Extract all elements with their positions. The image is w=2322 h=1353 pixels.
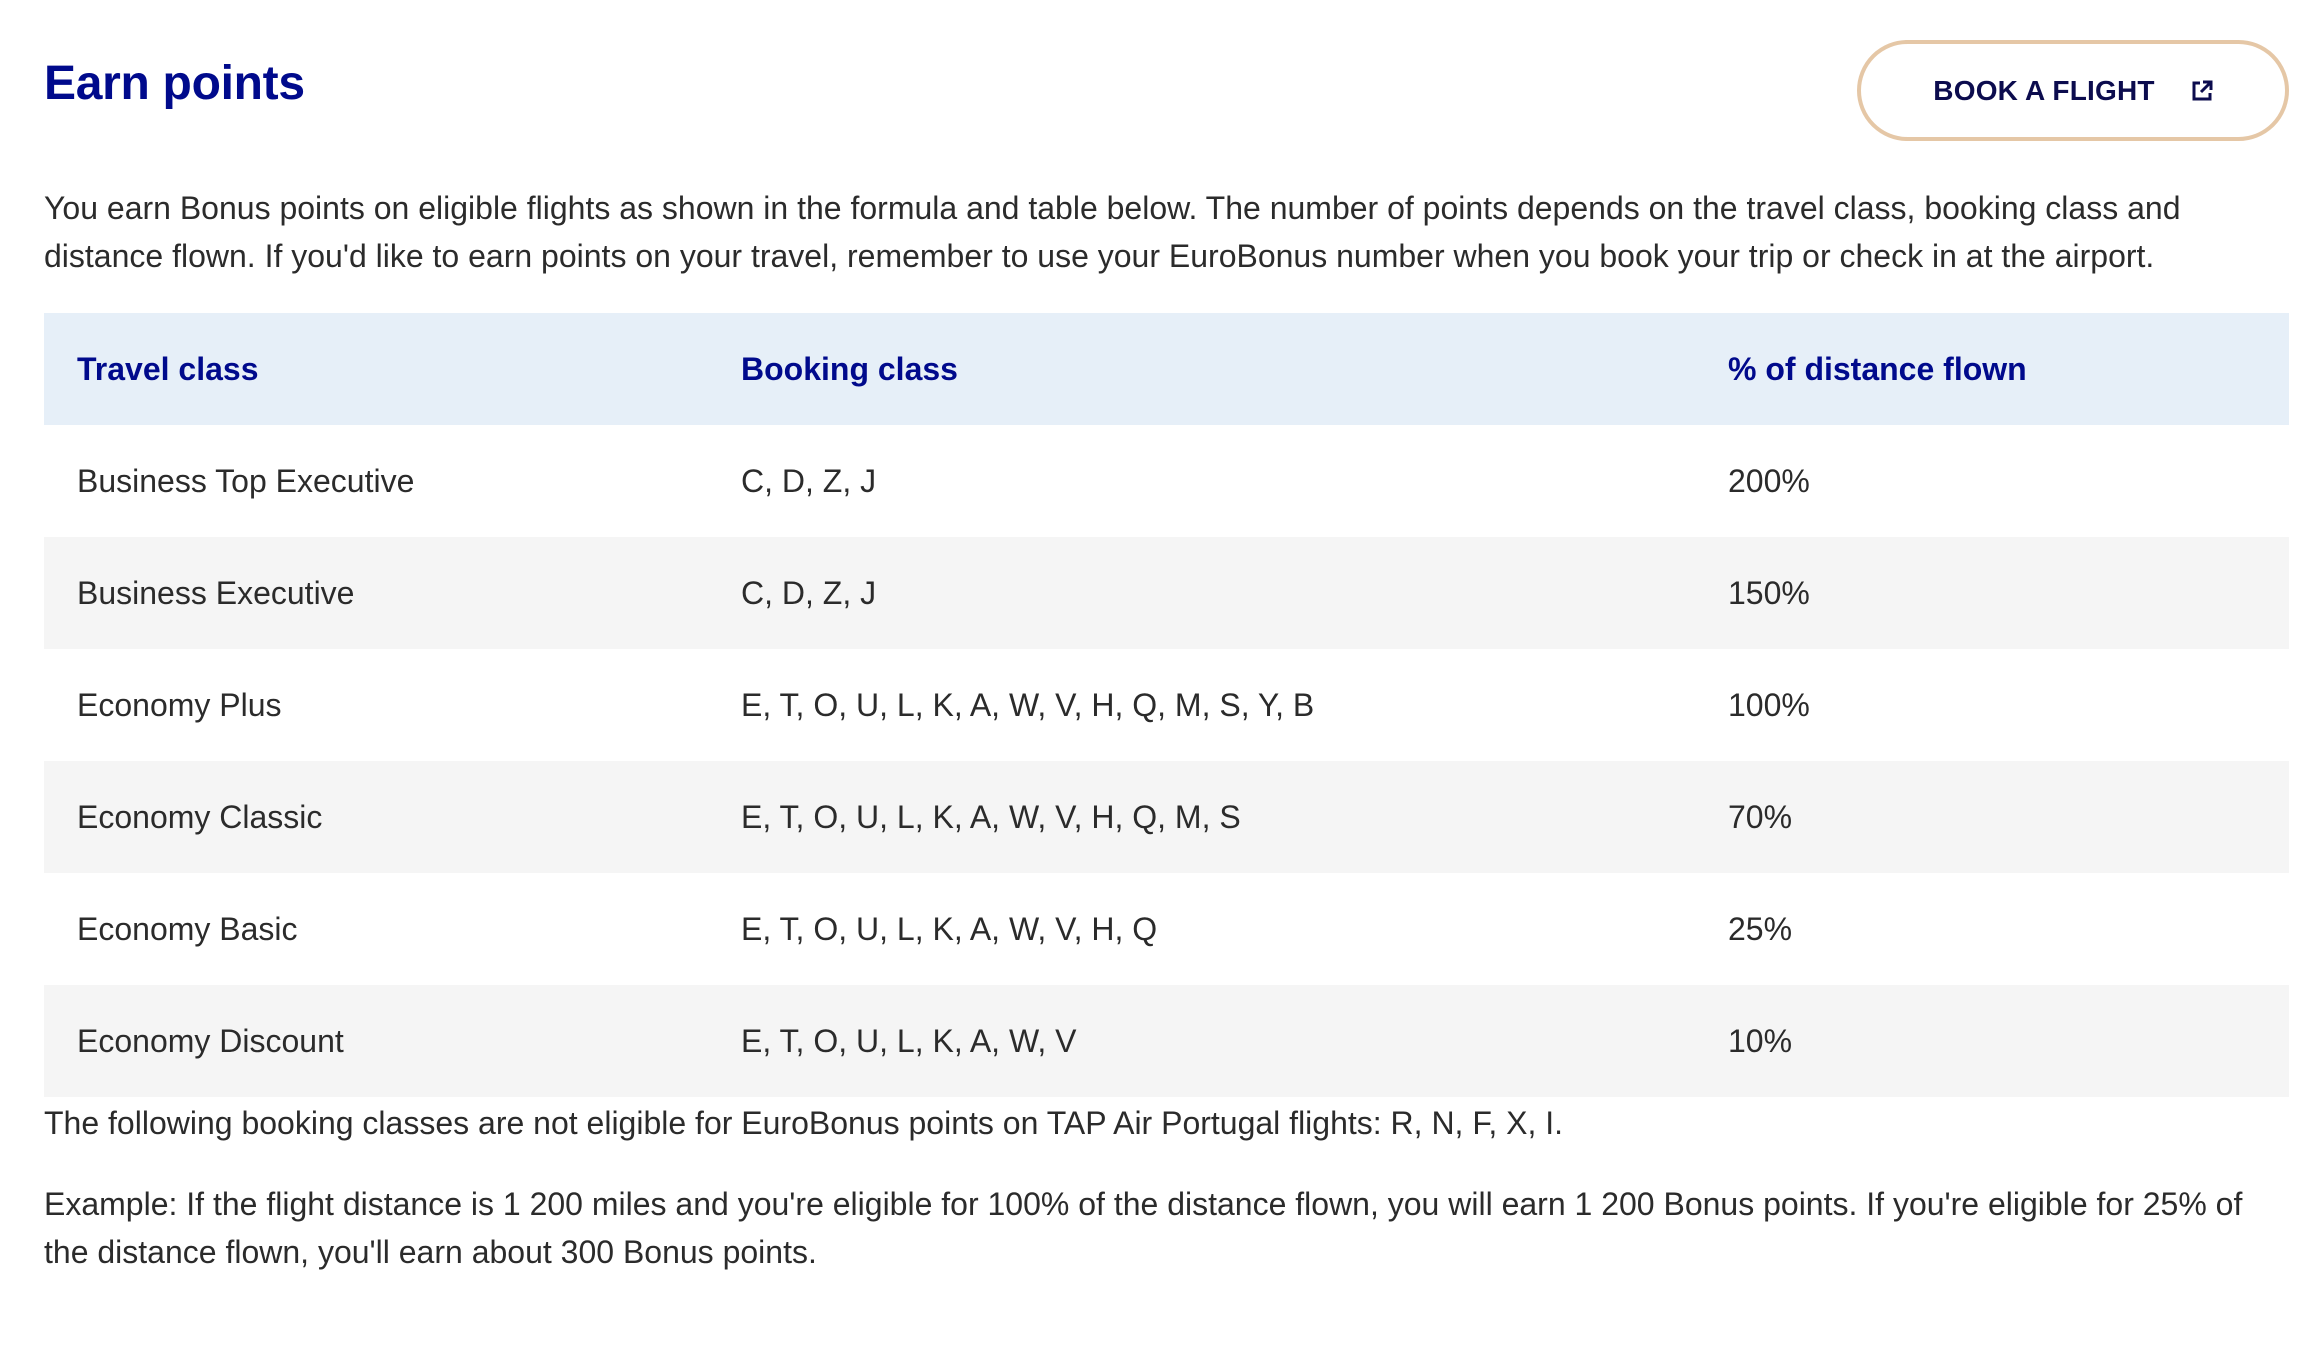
travel-class-cell: Business Executive — [44, 537, 708, 649]
booking-class-cell: C, D, Z, J — [708, 537, 1695, 649]
book-a-flight-label: BOOK A FLIGHT — [1933, 74, 2155, 106]
points-table — [44, 313, 2289, 1097]
percent-cell: 150% — [1695, 537, 2289, 649]
header-booking-class: Booking class — [708, 313, 1695, 425]
example-text: Example: If the flight distance is 1 200 miles and you're eligible for 100% of the distance flown, you will earn 1 200 Bonus points. If you're eligible for 25% of the distance flown, you'll earn about 300 Bonus points. — [44, 1186, 2243, 1270]
ineligible-classes-note: The following booking classes are not eligible for EuroBonus points on TAP Air Portugal flights: R, N, F, X, I. — [44, 1105, 1564, 1141]
table-header-row — [44, 313, 2289, 425]
booking-class-cell: E, T, O, U, L, K, A, W, V, H, Q — [741, 910, 1158, 947]
table-row — [44, 873, 2289, 985]
earn-points-section — [44, 0, 2289, 1270]
percent-cell: 70% — [1695, 761, 2289, 873]
table-row — [44, 985, 2289, 1097]
travel-class-cell: Economy Plus — [77, 686, 282, 723]
travel-class-cell: Economy Classic — [44, 761, 708, 873]
table-row — [44, 649, 2289, 761]
header-percent-distance: % of distance flown — [1695, 313, 2289, 425]
travel-class-cell: Economy Discount — [44, 985, 708, 1097]
table-row — [44, 425, 2289, 537]
percent-cell: 10% — [1695, 985, 2289, 1097]
table-row — [44, 537, 2289, 649]
travel-class-cell: Economy Basic — [77, 910, 298, 947]
percent-cell: 100% — [1728, 686, 1810, 723]
table-row — [44, 761, 2289, 873]
booking-class-cell: E, T, O, U, L, K, A, W, V, H, Q, M, S — [708, 761, 1695, 873]
travel-class-cell: Business Top Executive — [77, 462, 415, 499]
header-travel-class: Travel class — [44, 313, 708, 425]
booking-class-cell: C, D, Z, J — [741, 462, 877, 499]
page-title: Earn points — [44, 57, 305, 110]
percent-cell: 25% — [1728, 910, 1793, 947]
intro-text: You earn Bonus points on eligible flights as shown in the formula and table below. The number of points depends on the travel class, booking class and distance flown. If you'd like to earn points on your travel, remember to use your EuroBonus number when you book your trip or check in at the airport. — [44, 190, 2181, 274]
booking-class-cell: E, T, O, U, L, K, A, W, V, H, Q, M, S, Y, B — [741, 686, 1315, 723]
percent-cell: 200% — [1728, 462, 1810, 499]
external-link-icon — [2191, 80, 2213, 102]
book-a-flight-button[interactable] — [1857, 40, 2289, 141]
section-header — [44, 0, 2289, 180]
booking-class-cell: E, T, O, U, L, K, A, W, V — [708, 985, 1695, 1097]
